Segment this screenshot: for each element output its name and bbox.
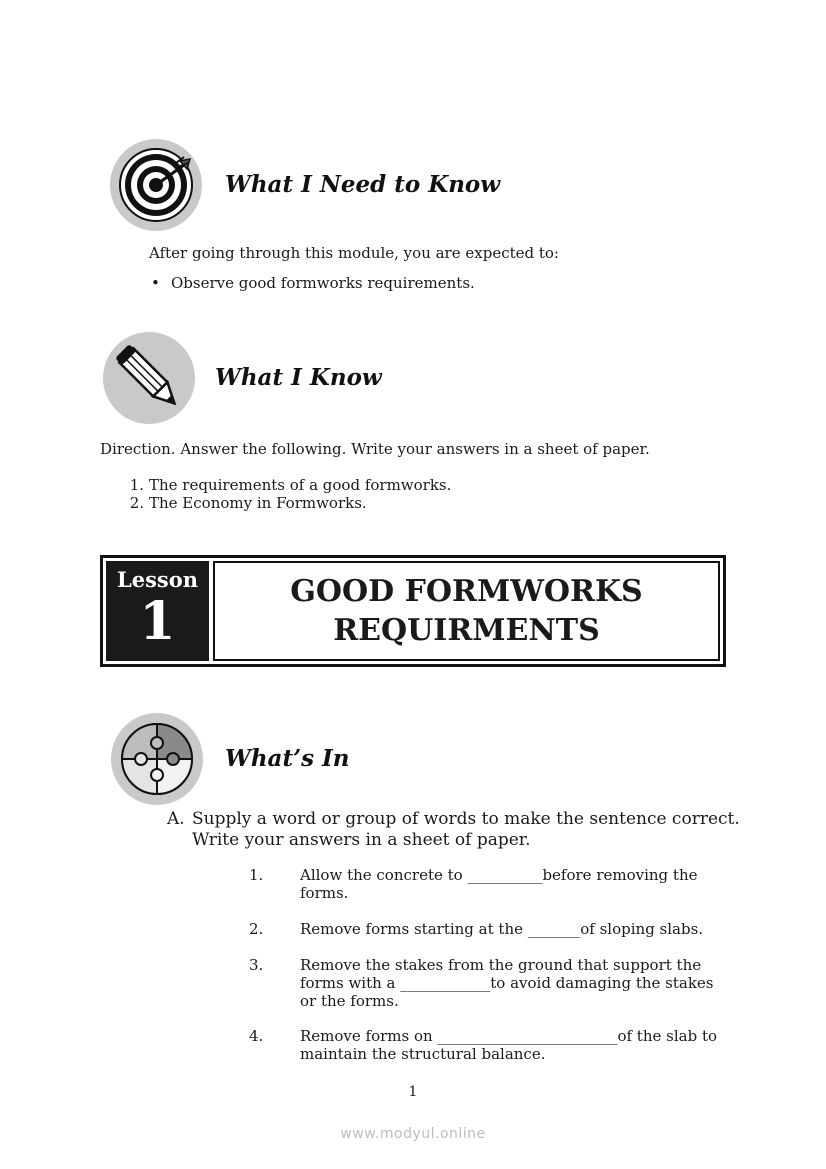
puzzle-icon [111,713,203,805]
need-to-know-intro: After going through this module, you are expected to: [149,244,559,262]
lesson-title-box [213,561,720,661]
section-title-what-i-know: What I Know [215,364,382,391]
lesson-number: 1 [139,591,176,652]
section-title-whats-in: What’s In [225,745,350,772]
list-item: 2. The Economy in Formworks. [129,494,367,512]
lesson-label: Lesson [116,567,199,592]
instruction-letter: A. [167,809,185,829]
watermark-url: www.modyul.online [340,1126,486,1142]
lesson-banner [100,555,726,667]
need-to-know-bullets [149,274,475,292]
page-number: 1 [408,1084,418,1100]
what-i-know-list [120,476,451,512]
lesson-title-line1: GOOD FORMWORKS [290,574,643,609]
whats-in-instruction [167,809,740,851]
list-item: 1. The requirements of a good formworks. [129,476,452,494]
target-icon [110,139,202,231]
lesson-number-box [106,561,209,661]
section-title-need-to-know: What I Need to Know [225,171,501,198]
what-i-know-direction: Direction. Answer the following. Write your answers in a sheet of paper. [100,440,650,458]
pencil-icon [103,332,195,424]
lesson-title-line2: REQUIRMENTS [333,613,600,648]
list-item: • Observe good formworks requirements. [149,274,475,292]
instruction-line1: Supply a word or group of words to make the sentence correct. [192,809,740,829]
instruction-line2: Write your answers in a sheet of paper. [192,830,531,850]
